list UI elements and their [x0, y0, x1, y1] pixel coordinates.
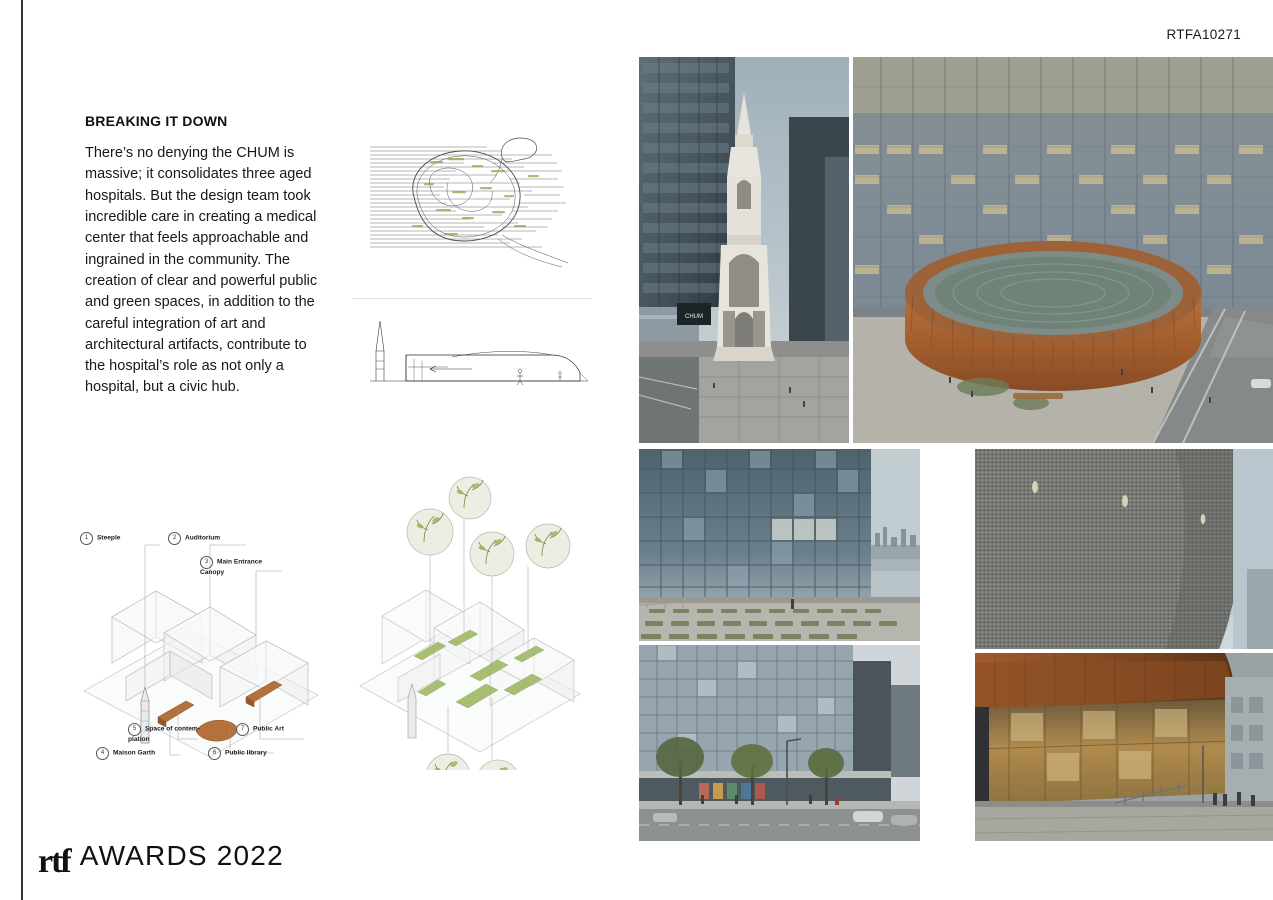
legend-number: 2: [168, 532, 181, 545]
page-title: BREAKING IT DOWN: [85, 113, 228, 129]
photo-curved-glass-entrance-dusk: [975, 653, 1273, 841]
legend-item-4: [96, 747, 155, 760]
legend-number: 4: [96, 747, 109, 760]
concept-sketch: [352, 125, 592, 285]
reference-code: RTFA10271: [1166, 27, 1241, 42]
legend-number: 1: [80, 532, 93, 545]
legend-item-1: [80, 532, 120, 545]
legend-item-3: [200, 556, 278, 577]
program-axonometric: [60, 495, 350, 775]
photo-glass-facade-plaza: [639, 449, 920, 641]
awards-label: AWARDS 2022: [79, 840, 284, 871]
section-sketch: [352, 298, 592, 399]
left-margin-rule: [21, 0, 23, 900]
legend-label: Public Art: [253, 725, 284, 733]
photo-aerial-copper-amphitheatre: [853, 57, 1273, 443]
legend-item-2: [168, 532, 220, 545]
photo-signage-label: CHUM: [685, 314, 703, 320]
legend-label: Auditorium: [185, 534, 221, 542]
rtf-logo-mark: rtf: [38, 842, 70, 880]
legend-item-6: [208, 747, 267, 760]
legend-label: Public library: [225, 749, 267, 757]
legend-number: 5: [128, 723, 141, 736]
legend-label: Maison Garth: [113, 749, 156, 757]
photo-perforated-metal-screen: [975, 449, 1273, 649]
legend-number: 3: [200, 556, 213, 569]
footer-logo: [38, 840, 284, 880]
legend-number: 6: [208, 747, 221, 760]
legend-item-7: [236, 723, 284, 736]
legend-item-5: [128, 723, 200, 744]
photo-church-steeple-tower: [639, 57, 849, 443]
green-space-axonometric: [352, 450, 602, 770]
legend-number: 7: [236, 723, 249, 736]
legend-label: Steeple: [97, 534, 121, 542]
photo-street-level-facade: [639, 645, 920, 841]
article-text-column: [85, 113, 333, 399]
legend-label: Space of contem-plation: [128, 725, 200, 743]
legend-label: Main Entrance Canopy: [200, 558, 263, 576]
article-body: There’s no denying the CHUM is massive; it consolidates three aged hospitals. But the design team took incredible care in creating a medical center that feels approachable and ingrained in the community. The creation of clear and powerful public and green spaces, in addition to the careful integration of art and architectural artifacts, contribute to the hospital’s role as not only a hospital, but a civic hub.: [85, 145, 318, 396]
